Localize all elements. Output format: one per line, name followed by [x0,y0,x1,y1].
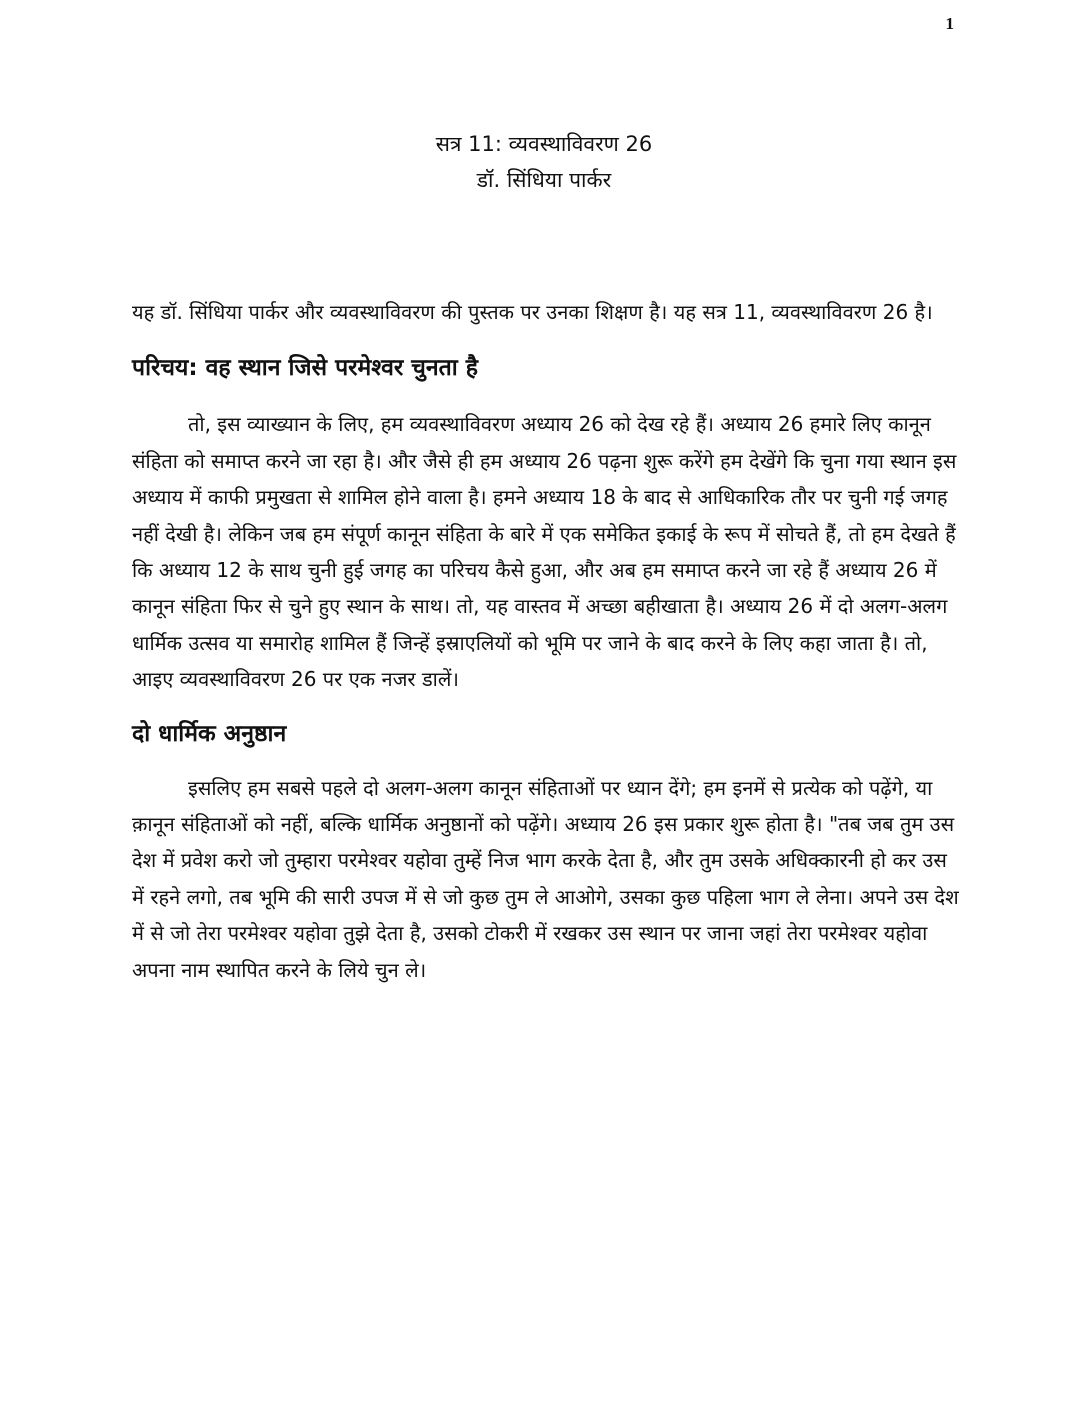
title-block [0,126,1088,198]
document-title: सत्र 11: व्यवस्थाविवरण 26 [435,132,653,156]
page-number: 1 [945,14,954,33]
section-paragraph-rituals: इसलिए हम सबसे पहले दो अलग-अलग कानून संहिताओं पर ध्यान देंगे; हम इनमें से प्रत्येक को पढ़ेंगे, या क़ानून संहिताओं को नहीं, बल्कि धार्मिक अनुष्ठानों को पढ़ेंगे। अध्याय 26 इस प्रकार शुरू होता है। "तब जब तुम उस देश में प्रवेश करो जो तुम्हारा परमेश्वर यहोवा तुम्हें निज भाग करके देता है, और तुम उसके अधिक्कारनी हो कर उस में रहने लगो, तब भूमि की सारी उपज में से जो कुछ तुम ले आओगे, उसका कुछ पहिला भाग ले लेना। अपने उस देश में से जो तेरा परमेश्वर यहोवा तुझे देता है, उसको टोकरी में रखकर उस स्थान पर जाना जहां तेरा परमेश्वर यहोवा अपना नाम स्थापित करने के लिये चुन ले। [132,775,959,982]
section-heading-introduction: परिचय: वह स्थान जिसे परमेश्वर चुनता है [132,355,478,382]
section-paragraph-introduction: तो, इस व्याख्यान के लिए, हम व्यवस्थाविवरण अध्याय 26 को देख रहे हैं। अध्याय 26 हमारे लिए कानून संहिता को समाप्त करने जा रहा है। और जैसे ही हम अध्याय 26 पढ़ना शुरू करेंगे हम देखेंगे कि चुना गया स्थान इस अध्याय में काफी प्रमुखता से शामिल होने वाला है। हमने अध्याय 18 के बाद से आधिकारिक तौर पर चुनी गई जगह नहीं देखी है। लेकिन जब हम संपूर्ण कानून संहिता के बारे में एक समेकित इकाई के रूप में सोचते हैं, तो हम देखते हैं कि अध्याय 12 के साथ चुनी हुई जगह का परिचय कैसे हुआ, और अब हम समाप्त करने जा रहे हैं अध्याय 26 में कानून संहिता फिर से चुने हुए स्थान के साथ। तो, यह वास्तव में अच्छा बहीखाता है। अध्याय 26 में दो अलग-अलग धार्मिक उत्सव या समारोह शामिल हैं जिन्हें इस्राएलियों को भूमि पर जाने के बाद करने के लिए कहा जाता है। तो, आइए व्यवस्थाविवरण 26 पर एक नजर डालें। [132,412,957,692]
intro-paragraph: यह डॉ. सिंधिया पार्कर और व्यवस्थाविवरण की पुस्तक पर उनका शिक्षण है। यह सत्र 11, व्यवस्थाविवरण 26 है। [132,300,933,324]
document-author: डॉ. सिंधिया पार्कर [476,168,612,192]
document-body [132,294,964,988]
section-heading-rituals: दो धार्मिक अनुष्ठान [132,720,287,747]
